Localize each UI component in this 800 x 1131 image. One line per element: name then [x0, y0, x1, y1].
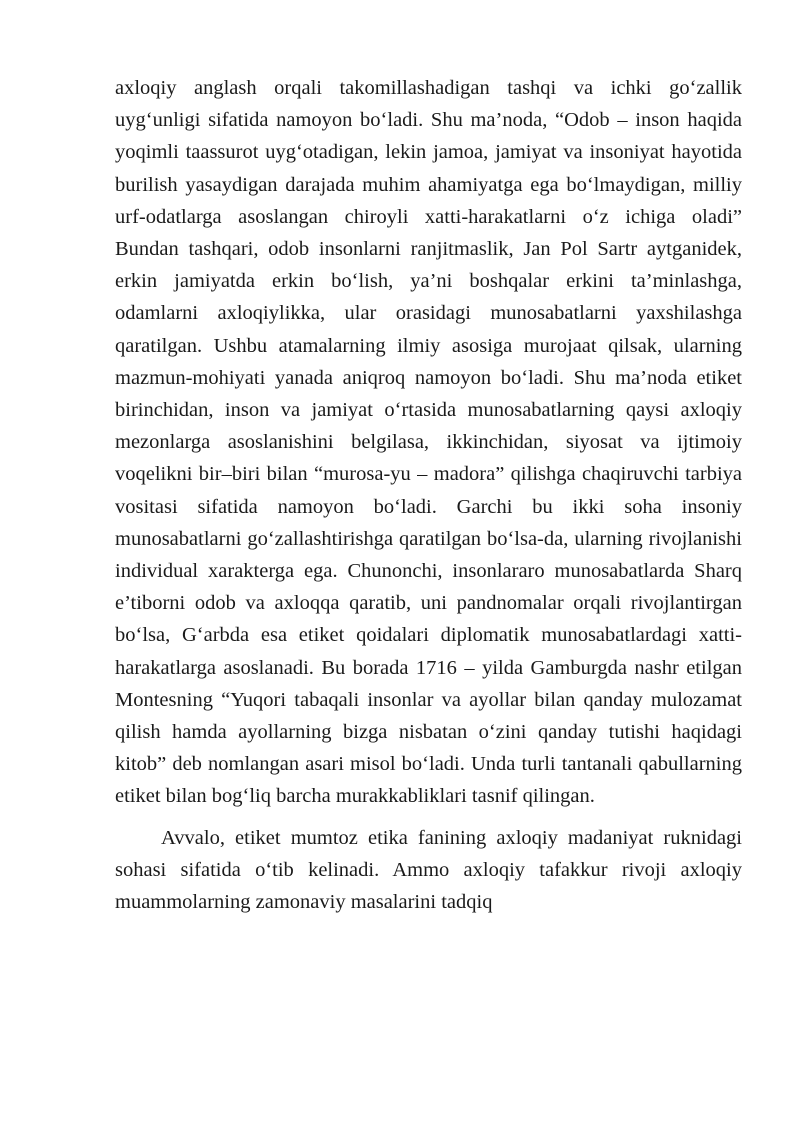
paragraph-avvalo: Avvalo, etiket mumtoz etika fanining axloqiy madaniyat ruknidagi sohasi sifatida o‘tib kelinadi. Ammo axloqiy tafakkur rivoji axloqiy muammolarning zamonaviy masalarini tadqiq: [115, 826, 742, 914]
paragraph-continued: axloqiy anglash orqali takomillashadigan tashqi va ichki go‘zallik uyg‘unligi sifatida namoyon bo‘ladi. Shu ma’noda, “Odob – inson haqida yoqimli taassurot uyg‘otadigan, lekin jamoa, jamiyat va insoniyat hayotida burilish yasaydigan darajada muhim ahamiyatga ega bo‘lmaydigan, milliy urf-odatlarga asoslangan chiroyli xatti-harakatlarni o‘z ichiga oladi” Bundan tashqari, odob insonlarni ranjitmaslik, Jan Pol Sartr aytganidek, erkin jamiyatda erkin bo‘lish, ya’ni boshqalar erkini ta’minlashga, odamlarni axloqiylikka, ular orasidagi munosabatlarni yaxshilashga qaratilgan. Ushbu atamalarning ilmiy asosiga murojaat qilsak, ularning mazmun-mohiyati yanada aniqroq namoyon bo‘ladi. Shu ma’noda etiket birinchidan, inson va jamiyat o‘rtasida munosabatlarning qaysi axloqiy mezonlarga asoslanishini belgilasa, ikkinchidan, siyosat va ijtimoiy voqelikni bir–biri bilan “murosa-yu – madora” qilishga chaqiruvchi tarbiya vositasi sifatida namoyon bo‘ladi. Garchi bu ikki soha insoniy munosabatlarni go‘zallashtirishga qaratilgan bo‘lsa-da, ularning rivojlanishi individual xarakterga ega. Chunonchi, insonlararo munosabatlarda Sharq e’tiborni odob va axloqqa qaratib, uni pandnomalar orqali rivojlantirgan bo‘lsa, G‘arbda esa etiket qoidalari diplomatik munosabatlardagi xatti-harakatlarga asoslanadi. Bu borada 1716 – yilda Gamburgda nashr etilgan Montesning “Yuqori tabaqali insonlar va ayollar bilan qanday mulozamat qilish hamda ayollarning bizga nisbatan o‘zini qanday tutishi haqidagi kitob” deb nomlangan asari misol bo‘ladi. Unda turli tantanali qabullarning etiket bilan bog‘liq barcha murakkabliklari tasnif qilingan.: [115, 77, 742, 808]
document-page: [115, 72, 742, 918]
